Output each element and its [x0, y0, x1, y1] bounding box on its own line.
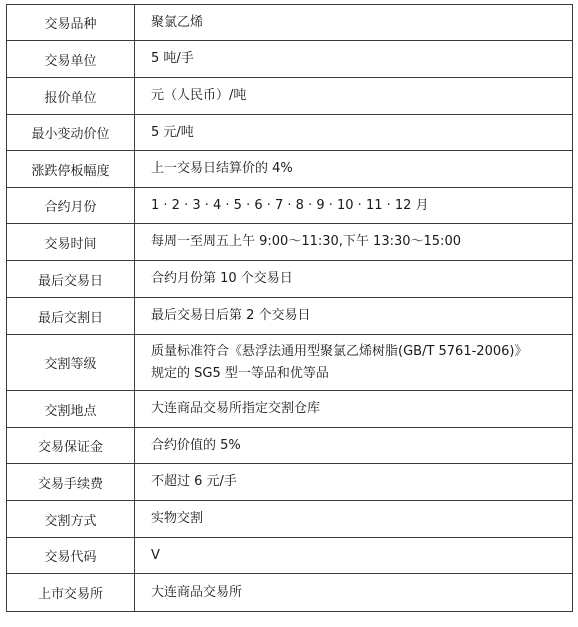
row-value: 合约价值的 5% — [135, 428, 573, 464]
row-value: 大连商品交易所指定交割仓库 — [135, 391, 573, 428]
table-row-trading-code — [7, 538, 573, 574]
row-label: 上市交易所 — [7, 574, 135, 612]
table-row-delivery-method — [7, 501, 573, 538]
row-label: 交割等级 — [7, 335, 135, 391]
row-value: 5 元/吨 — [135, 115, 573, 151]
table-row-delivery-location — [7, 391, 573, 428]
table-row-price-limit — [7, 151, 573, 188]
row-label: 最小变动价位 — [7, 115, 135, 151]
row-label: 交易手续费 — [7, 464, 135, 501]
row-label: 最后交易日 — [7, 261, 135, 298]
row-value: 每周一至周五上午 9:00～11:30,下午 13:30～15:00 — [135, 224, 573, 261]
row-label: 报价单位 — [7, 78, 135, 115]
table-row-last-trading-day — [7, 261, 573, 298]
row-label: 交割方式 — [7, 501, 135, 538]
row-value: V — [135, 538, 573, 574]
row-label: 交易时间 — [7, 224, 135, 261]
table-row-min-tick — [7, 115, 573, 151]
row-value: 5 吨/手 — [135, 41, 573, 78]
table-row-last-delivery-day — [7, 298, 573, 335]
contract-spec-table — [6, 4, 573, 612]
table-row-exchange — [7, 574, 573, 612]
row-label: 交易代码 — [7, 538, 135, 574]
row-label: 交易单位 — [7, 41, 135, 78]
row-value: 1 · 2 · 3 · 4 · 5 · 6 · 7 · 8 · 9 · 10 · 11 · 12 月 — [135, 188, 573, 224]
row-value: 不超过 6 元/手 — [135, 464, 573, 501]
table-row-contract-months — [7, 188, 573, 224]
row-label: 合约月份 — [7, 188, 135, 224]
row-value: 聚氯乙烯 — [135, 5, 573, 41]
row-value-line-2: 规定的 SG5 型一等品和优等品 — [151, 365, 329, 381]
row-value: 实物交割 — [135, 501, 573, 538]
row-value-line-1: 质量标准符合《悬浮法通用型聚氯乙烯树脂(GB/T 5761-2006)》 — [151, 343, 528, 359]
row-value: 大连商品交易所 — [135, 574, 573, 612]
row-label: 交易品种 — [7, 5, 135, 41]
row-label: 交易保证金 — [7, 428, 135, 464]
table-row-trading-hours — [7, 224, 573, 261]
row-value: 上一交易日结算价的 4% — [135, 151, 573, 188]
table-row-quote-unit — [7, 78, 573, 115]
row-value: 合约月份第 10 个交易日 — [135, 261, 573, 298]
table-row-margin — [7, 428, 573, 464]
table-row-trading-fee — [7, 464, 573, 501]
row-label: 最后交割日 — [7, 298, 135, 335]
row-label: 交割地点 — [7, 391, 135, 428]
table-row-trading-variety — [7, 5, 573, 41]
table-row-trading-unit — [7, 41, 573, 78]
row-label: 涨跌停板幅度 — [7, 151, 135, 188]
row-value: 最后交易日后第 2 个交易日 — [135, 298, 573, 335]
table-row-delivery-grade — [7, 335, 573, 391]
row-value: 元（人民币）/吨 — [135, 78, 573, 115]
row-value — [135, 335, 573, 391]
